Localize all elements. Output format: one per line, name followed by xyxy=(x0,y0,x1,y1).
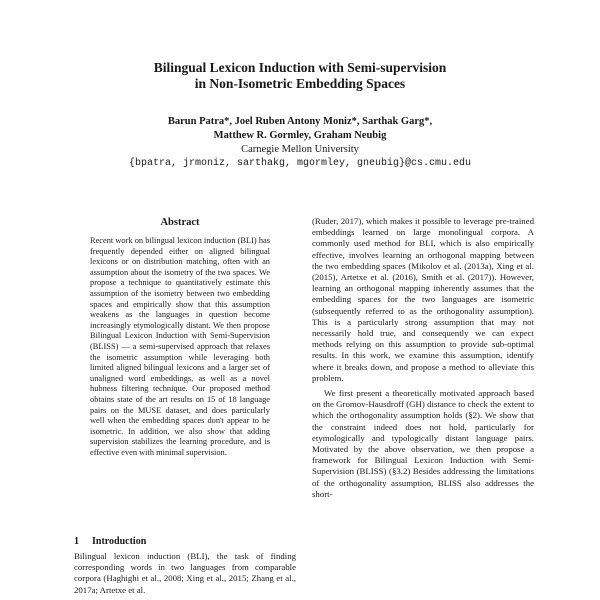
affiliation: Carnegie Mellon University xyxy=(241,144,359,155)
paper-title xyxy=(60,60,540,92)
introduction-body xyxy=(74,551,296,600)
title-line-1: Bilingual Lexicon Induction with Semi-supervision xyxy=(153,60,447,75)
abstract-heading: Abstract xyxy=(160,217,200,228)
author-list xyxy=(60,115,540,143)
authors-line-1: Barun Patra*, Joel Ruben Antony Moniz*, Sarthak Garg*, xyxy=(167,116,433,127)
section-title: Introduction xyxy=(92,536,147,547)
abstract-text: Recent work on bilingual lexicon induction (BLI) has frequently depended either on aligned bilingual lexicons or on distribution matching, often with an assumption about the isometry of the two spaces. We propose a technique to quantitatively estimate this assumption of the isometry between two embedding spaces and empirically show that this assumption weakens as the languages in question become increasingly etymologically distant. We then propose Bilingual Lexicon Induction with Semi-Supervision (BLISS) — a semi-supervised approach that relaxes the isometric assumption while leveraging both limited aligned bilingual lexicons and a larger set of unaligned word embeddings, as well as a novel hubness filtering technique. Our proposed method obtains state of the art results on 15 of 18 language pairs on the MUSE dataset, and does particularly well when the embedding spaces don't appear to be isometric. In addition, we also show that adding supervision stabilizes the learning procedure, and is effective even with minimal supervision. xyxy=(90,236,270,457)
right-paragraph-2: We first present a theoretically motivated approach based on the Gromov-Hausdroff (GH) distance to check the extent to which the orthogonality assumption holds (§2). We show that the constraint indeed does not hold, particularly for etymologically and typologically distant language pairs. Motivated by the above observation, we then propose a framework for Bilingual Lexicon Induction with Semi-Supervision (BLISS) (§3.2) Besides addressing the limitations of the orthogonality assumption, BLISS also addresses the short- xyxy=(312,388,534,499)
author-emails: {bpatra, jrmoniz, sarthakg, mgormley, gneubig}@cs.cmu.edu xyxy=(128,158,472,169)
right-column xyxy=(312,216,534,600)
section-number: 1 xyxy=(74,536,79,547)
abstract-body xyxy=(90,236,270,458)
title-line-2: in Non-Isometric Embedding Spaces xyxy=(194,76,406,91)
authors-line-2: Matthew R. Gormley, Graham Neubig xyxy=(213,130,387,141)
right-paragraph-1: (Ruder, 2017), which makes it possible to leverage pre-trained embeddings learned on large monolingual corpora. A commonly used method for BLI, which is also empirically effective, involves learning an orthogonal mapping between the two embedding spaces (Mikolov et al. (2013a), Xing et al. (2015), Artetxe et al. (2016), Smith et al. (2017)). However, learning an orthogonal mapping inherently assumes that the embedding spaces for the two languages are isometric (subsequently referred to as the orthogonality assumption). This is a particularly strong assumption that may not necessarily hold true, and consequently we can expect methods relying on this assumption to provide sub-optimal results. In this work, we examine this assumption, identify where it breaks down, and propose a method to alleviate this problem. xyxy=(312,216,534,383)
section-heading-introduction xyxy=(74,536,294,548)
introduction-text: Bilingual lexicon induction (BLI), the task of finding corresponding words in two languages from comparable corpora (Haghighi et al., 2008; Xing et al., 2015; Zhang et al., 2017a; Artetxe et al. xyxy=(74,551,296,595)
